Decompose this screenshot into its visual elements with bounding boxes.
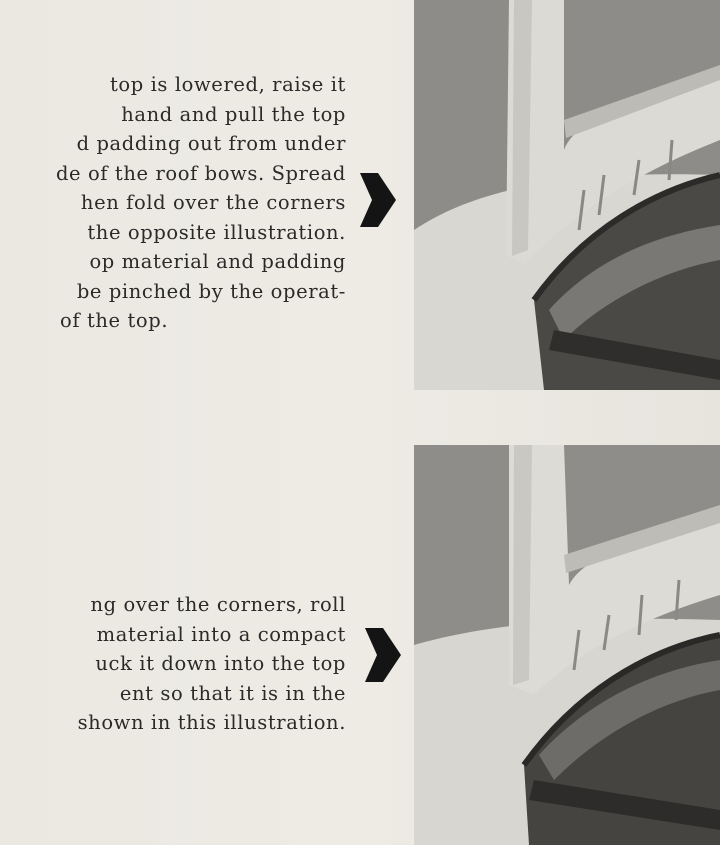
text-line: uck it down into the top (95, 652, 346, 675)
text-line: de of the roof bows. Spread (55, 161, 346, 185)
text-line: the opposite illustration. (87, 220, 346, 244)
instruction-paragraph-1 (0, 70, 346, 336)
text-line: shown in this illustration. (77, 711, 346, 734)
right-pointer-arrow-icon (358, 165, 398, 235)
text-line: ng over the corners, roll (90, 593, 346, 616)
convertible-top-photo-2 (414, 445, 720, 845)
text-line: top is lowered, raise it (109, 73, 346, 96)
text-line: hen fold over the corners (80, 191, 346, 214)
text-line: material into a compact (96, 622, 346, 646)
instruction-paragraph-2 (0, 590, 346, 738)
right-pointer-arrow-icon (363, 620, 403, 690)
text-line: d padding out from under (76, 132, 346, 155)
text-line: of the top. (60, 309, 169, 332)
text-line: hand and pull the top (121, 102, 346, 126)
car-top-illustration (414, 445, 720, 845)
text-line: be pinched by the operat- (76, 279, 346, 303)
text-line: ent so that it is in the (119, 681, 346, 705)
convertible-top-photo-1 (414, 0, 720, 390)
text-line: op material and padding (89, 250, 346, 273)
car-top-illustration (414, 0, 720, 390)
